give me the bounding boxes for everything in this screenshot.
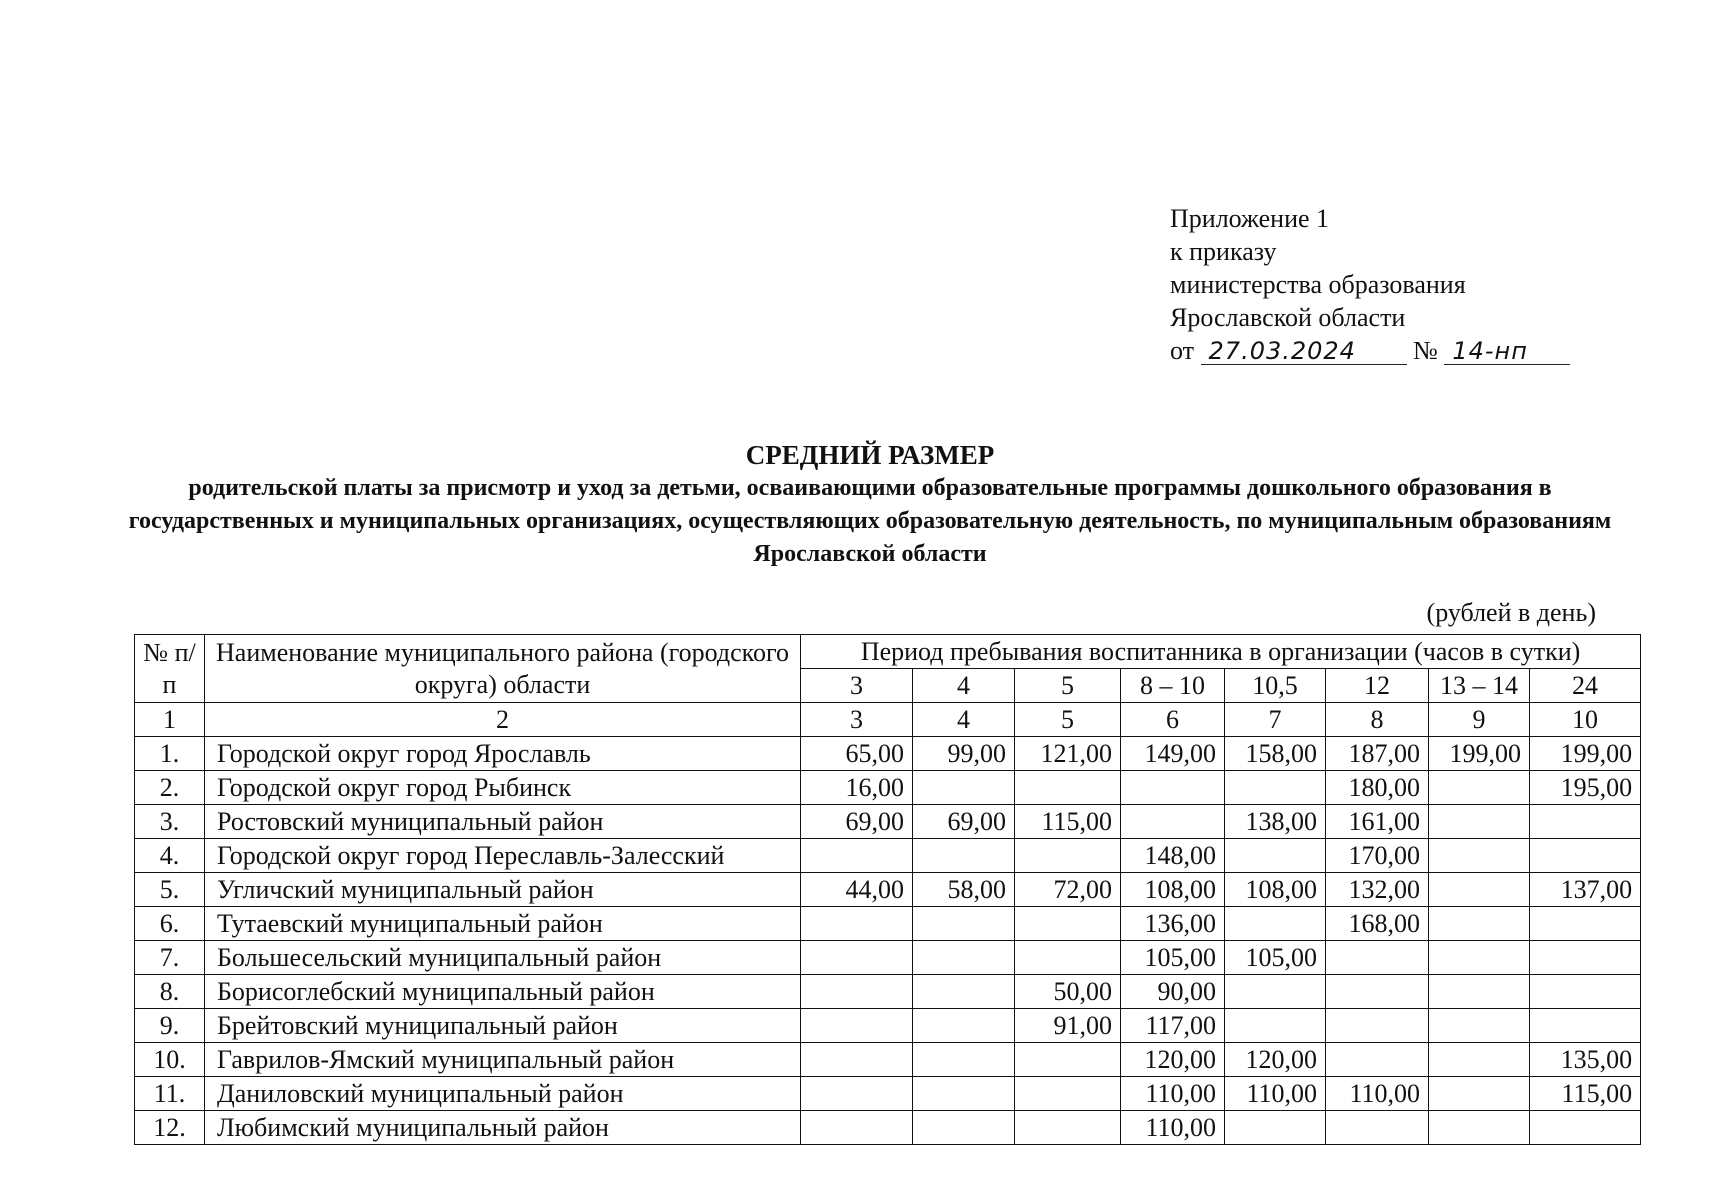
header-period: Период пребывания воспитанника в организации (часов в сутки)	[801, 635, 1641, 669]
fee-value-cell: 105,00	[1225, 941, 1326, 975]
table-row	[135, 737, 1641, 771]
fee-value-cell	[1429, 907, 1530, 941]
fee-value-cell	[1530, 975, 1641, 1009]
fee-value-cell	[1530, 907, 1641, 941]
header-row-1	[135, 635, 1641, 669]
fee-value-cell	[1429, 1077, 1530, 1111]
row-name-cell: Большесельский муниципальный район	[205, 941, 801, 975]
fee-value-cell: 187,00	[1326, 737, 1429, 771]
index-cell: 2	[205, 703, 801, 737]
fee-value-cell: 137,00	[1530, 873, 1641, 907]
row-number-cell: 3.	[135, 805, 205, 839]
table-row	[135, 907, 1641, 941]
row-number-cell: 6.	[135, 907, 205, 941]
fee-value-cell	[1530, 941, 1641, 975]
fee-value-cell	[1225, 1009, 1326, 1043]
fee-value-cell: 158,00	[1225, 737, 1326, 771]
fee-value-cell: 199,00	[1429, 737, 1530, 771]
row-number-cell: 7.	[135, 941, 205, 975]
from-label: от	[1170, 336, 1195, 365]
index-cell: 8	[1326, 703, 1429, 737]
fee-value-cell	[1530, 839, 1641, 873]
index-cell: 7	[1225, 703, 1326, 737]
fee-value-cell	[1225, 1111, 1326, 1145]
fee-value-cell: 149,00	[1121, 737, 1225, 771]
table-row	[135, 1043, 1641, 1077]
header-hours-cell: 10,5	[1225, 669, 1326, 703]
row-number-cell: 5.	[135, 873, 205, 907]
fee-value-cell: 110,00	[1326, 1077, 1429, 1111]
document-subtitle: родительской платы за присмотр и уход за детьми, осваивающими образовательные программы дошкольного образования в государственных и муниципальных организациях, осуществляющих образовательную деятельность, по муниципальным образованиям Ярославской области	[128, 475, 1612, 567]
fee-value-cell: 132,00	[1326, 873, 1429, 907]
fee-value-cell: 90,00	[1121, 975, 1225, 1009]
index-cell: 4	[913, 703, 1015, 737]
fee-value-cell	[1326, 1043, 1429, 1077]
fee-value-cell: 72,00	[1015, 873, 1121, 907]
row-name-cell: Угличский муниципальный район	[205, 873, 801, 907]
fee-value-cell: 121,00	[1015, 737, 1121, 771]
fee-value-cell	[913, 771, 1015, 805]
header-hours-cell: 5	[1015, 669, 1121, 703]
fee-value-cell	[1429, 1111, 1530, 1145]
fee-value-cell: 69,00	[913, 805, 1015, 839]
number-label: №	[1413, 336, 1438, 365]
fee-value-cell	[1225, 771, 1326, 805]
fee-value-cell	[1429, 839, 1530, 873]
header-hours-cell: 8 – 10	[1121, 669, 1225, 703]
fee-value-cell	[1429, 771, 1530, 805]
fee-value-cell: 105,00	[1121, 941, 1225, 975]
header-hours-cell: 24	[1530, 669, 1641, 703]
row-name-cell: Городской округ город Переславль-Залесский	[205, 839, 801, 873]
fee-value-cell	[1429, 873, 1530, 907]
fee-value-cell	[801, 941, 913, 975]
fee-value-cell	[801, 1009, 913, 1043]
fee-value-cell: 117,00	[1121, 1009, 1225, 1043]
table-row	[135, 805, 1641, 839]
index-cell: 3	[801, 703, 913, 737]
order-date-handwritten: 27.03.2024	[1201, 338, 1407, 365]
row-number-cell: 2.	[135, 771, 205, 805]
table-row	[135, 1009, 1641, 1043]
fee-value-cell: 44,00	[801, 873, 913, 907]
fee-value-cell	[1326, 941, 1429, 975]
table-row	[135, 839, 1641, 873]
fee-value-cell	[801, 1077, 913, 1111]
fee-value-cell	[913, 1009, 1015, 1043]
fee-value-cell: 69,00	[801, 805, 913, 839]
fee-value-cell	[1429, 805, 1530, 839]
header-num: № п/п	[135, 635, 205, 703]
fee-value-cell: 110,00	[1225, 1077, 1326, 1111]
header-hours-cell: 3	[801, 669, 913, 703]
units-note: (рублей в день)	[1426, 598, 1596, 627]
fee-value-cell: 115,00	[1530, 1077, 1641, 1111]
fee-value-cell	[1015, 771, 1121, 805]
fee-value-cell	[1326, 1009, 1429, 1043]
fee-value-cell	[1225, 839, 1326, 873]
index-cell: 10	[1530, 703, 1641, 737]
row-name-cell: Ростовский муниципальный район	[205, 805, 801, 839]
fee-value-cell: 65,00	[801, 737, 913, 771]
fee-value-cell: 108,00	[1225, 873, 1326, 907]
fee-value-cell: 148,00	[1121, 839, 1225, 873]
fee-value-cell: 16,00	[801, 771, 913, 805]
document-title: СРЕДНИЙ РАЗМЕР	[745, 440, 995, 470]
fee-value-cell: 135,00	[1530, 1043, 1641, 1077]
row-name-cell: Городской округ город Рыбинск	[205, 771, 801, 805]
fee-value-cell: 58,00	[913, 873, 1015, 907]
fee-value-cell	[1015, 1077, 1121, 1111]
fee-value-cell	[1530, 805, 1641, 839]
index-cell: 1	[135, 703, 205, 737]
index-row	[135, 703, 1641, 737]
fee-value-cell	[801, 1043, 913, 1077]
fee-value-cell	[1121, 771, 1225, 805]
fee-value-cell	[1121, 805, 1225, 839]
fee-value-cell	[801, 975, 913, 1009]
row-name-cell: Любимский муниципальный район	[205, 1111, 801, 1145]
fee-value-cell	[1225, 975, 1326, 1009]
order-number-handwritten: 14-нп	[1444, 338, 1570, 365]
row-name-cell: Брейтовский муниципальный район	[205, 1009, 801, 1043]
table-row	[135, 975, 1641, 1009]
appendix-order-line	[1170, 334, 1570, 367]
fee-value-cell	[1429, 941, 1530, 975]
appendix-line-4: Ярославской области	[1170, 303, 1406, 332]
fee-value-cell	[1225, 907, 1326, 941]
row-name-cell: Городской округ город Ярославль	[205, 737, 801, 771]
table-row	[135, 1111, 1641, 1145]
table-row	[135, 941, 1641, 975]
fee-value-cell	[1530, 1009, 1641, 1043]
fee-value-cell	[913, 839, 1015, 873]
index-cell: 6	[1121, 703, 1225, 737]
row-name-cell: Даниловский муниципальный район	[205, 1077, 801, 1111]
fee-value-cell: 180,00	[1326, 771, 1429, 805]
fee-value-cell	[913, 1077, 1015, 1111]
fee-value-cell	[1015, 839, 1121, 873]
fee-value-cell	[913, 1111, 1015, 1145]
fee-value-cell: 168,00	[1326, 907, 1429, 941]
fee-value-cell: 199,00	[1530, 737, 1641, 771]
fee-value-cell: 99,00	[913, 737, 1015, 771]
fee-value-cell: 110,00	[1121, 1111, 1225, 1145]
header-name: Наименование муниципального района (городского округа) области	[205, 635, 801, 703]
header-hours-cell: 12	[1326, 669, 1429, 703]
fee-value-cell	[1326, 975, 1429, 1009]
row-name-cell: Борисоглебский муниципальный район	[205, 975, 801, 1009]
fee-value-cell: 161,00	[1326, 805, 1429, 839]
row-number-cell: 10.	[135, 1043, 205, 1077]
row-number-cell: 8.	[135, 975, 205, 1009]
appendix-line-3: министерства образования	[1170, 270, 1466, 299]
row-number-cell: 12.	[135, 1111, 205, 1145]
fee-value-cell: 120,00	[1225, 1043, 1326, 1077]
fee-value-cell: 110,00	[1121, 1077, 1225, 1111]
fee-value-cell: 195,00	[1530, 771, 1641, 805]
fee-value-cell: 136,00	[1121, 907, 1225, 941]
row-number-cell: 1.	[135, 737, 205, 771]
appendix-line-2: к приказу	[1170, 237, 1277, 266]
fee-value-cell	[1429, 975, 1530, 1009]
table-row	[135, 1077, 1641, 1111]
row-number-cell: 9.	[135, 1009, 205, 1043]
fee-value-cell: 91,00	[1015, 1009, 1121, 1043]
table-row	[135, 873, 1641, 907]
fee-value-cell	[1015, 1111, 1121, 1145]
fee-value-cell: 115,00	[1015, 805, 1121, 839]
fee-value-cell	[1429, 1043, 1530, 1077]
fee-value-cell	[1015, 1043, 1121, 1077]
fee-value-cell: 108,00	[1121, 873, 1225, 907]
fee-value-cell	[913, 1043, 1015, 1077]
fee-value-cell: 170,00	[1326, 839, 1429, 873]
appendix-block	[1170, 202, 1570, 367]
fee-value-cell	[801, 907, 913, 941]
fee-value-cell: 50,00	[1015, 975, 1121, 1009]
fee-value-cell	[801, 1111, 913, 1145]
row-name-cell: Гаврилов-Ямский муниципальный район	[205, 1043, 801, 1077]
header-hours-cell: 13 – 14	[1429, 669, 1530, 703]
fee-value-cell: 138,00	[1225, 805, 1326, 839]
fee-value-cell: 120,00	[1121, 1043, 1225, 1077]
fee-table-body	[135, 635, 1641, 1145]
row-name-cell: Тутаевский муниципальный район	[205, 907, 801, 941]
fee-value-cell	[1015, 941, 1121, 975]
row-number-cell: 11.	[135, 1077, 205, 1111]
header-hours-cell: 4	[913, 669, 1015, 703]
fee-value-cell	[913, 907, 1015, 941]
table-row	[135, 771, 1641, 805]
appendix-line-1: Приложение 1	[1170, 204, 1330, 233]
row-number-cell: 4.	[135, 839, 205, 873]
index-cell: 5	[1015, 703, 1121, 737]
fee-value-cell	[1429, 1009, 1530, 1043]
fee-value-cell	[1326, 1111, 1429, 1145]
fee-value-cell	[913, 975, 1015, 1009]
fee-value-cell	[801, 839, 913, 873]
fee-table	[134, 634, 1641, 1145]
title-block	[110, 438, 1630, 571]
fee-value-cell	[913, 941, 1015, 975]
fee-value-cell	[1015, 907, 1121, 941]
fee-value-cell	[1530, 1111, 1641, 1145]
index-cell: 9	[1429, 703, 1530, 737]
